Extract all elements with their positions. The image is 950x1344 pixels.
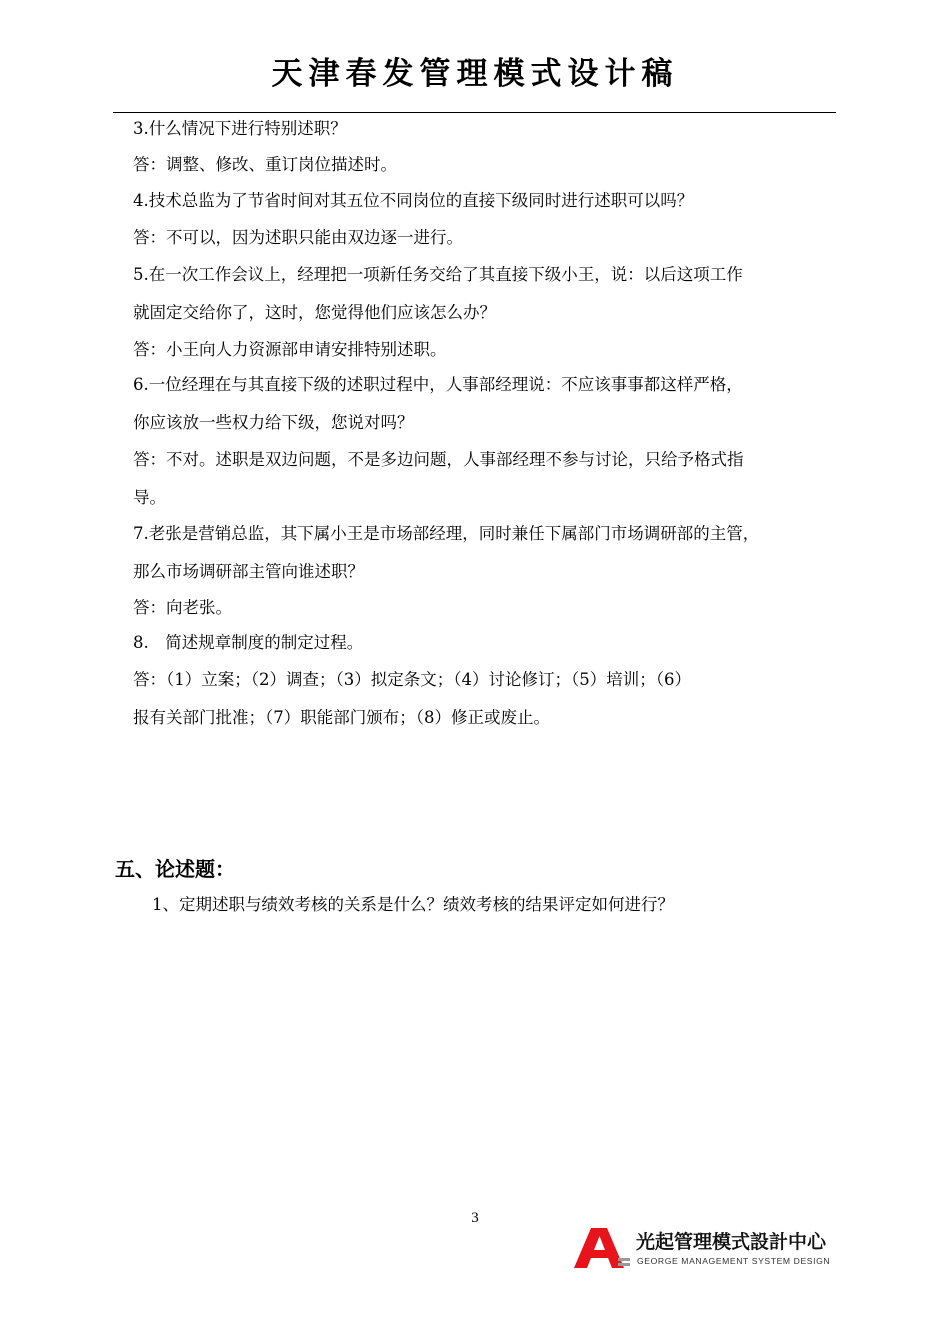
logo-a-icon xyxy=(574,1228,630,1268)
question-3: 3.什么情况下进行特别述职？ xyxy=(133,119,347,138)
answer-4: 答：不可以，因为述职只能由双边逐一进行。 xyxy=(133,228,463,247)
answer-8-line-1: 答：（1）立案；（2）调查；（3）拟定条文；（4）讨论修订；（5）培训；（6） xyxy=(133,670,691,689)
header-rule xyxy=(113,112,836,113)
page-number: 3 xyxy=(471,1210,479,1226)
answer-7: 答：向老张。 xyxy=(133,598,232,617)
page-header-title: 天津春发管理模式设计稿 xyxy=(271,56,679,92)
answer-3: 答：调整、修改、重订岗位描述时。 xyxy=(133,155,397,174)
question-5-line-2: 就固定交给你了，这时，您觉得他们应该怎么办？ xyxy=(133,303,496,322)
footer-logo xyxy=(574,1228,840,1270)
answer-6-line-1: 答：不对。述职是双边问题，不是多边问题，人事部经理不参与讨论，只给予格式指 xyxy=(133,450,744,469)
answer-6-line-2: 导。 xyxy=(133,488,166,507)
question-8: 8. 简述规章制度的制定过程。 xyxy=(133,633,364,652)
question-5-line-1: 5.在一次工作会议上，经理把一项新任务交给了其直接下级小王，说：以后这项工作 xyxy=(133,265,743,284)
question-4: 4.技术总监为了节省时间对其五位不同岗位的直接下级同时进行述职可以吗？ xyxy=(133,191,694,210)
section-heading: 五、论述题： xyxy=(115,857,235,881)
essay-question-1: 1、定期述职与绩效考核的关系是什么？绩效考核的结果评定如何进行？ xyxy=(152,895,674,914)
logo-name: 光起管理模式設計中心 xyxy=(636,1231,827,1253)
question-7-line-1: 7.老张是营销总监，其下属小王是市场部经理，同时兼任下属部门市场调研部的主管， xyxy=(133,524,760,543)
answer-8-line-2: 报有关部门批准；（7）职能部门颁布；（8）修正或废止。 xyxy=(133,708,550,727)
question-7-line-2: 那么市场调研部主管向谁述职？ xyxy=(133,562,364,581)
answer-5: 答：小王向人力资源部申请安排特别述职。 xyxy=(133,340,447,359)
question-6-line-1: 6.一位经理在与其直接下级的述职过程中，人事部经理说：不应该事事都这样严格， xyxy=(133,375,743,394)
logo-subtitle: GEORGE MANAGEMENT SYSTEM DESIGN xyxy=(637,1256,831,1266)
question-6-line-2: 你应该放一些权力给下级，您说对吗？ xyxy=(133,413,414,432)
